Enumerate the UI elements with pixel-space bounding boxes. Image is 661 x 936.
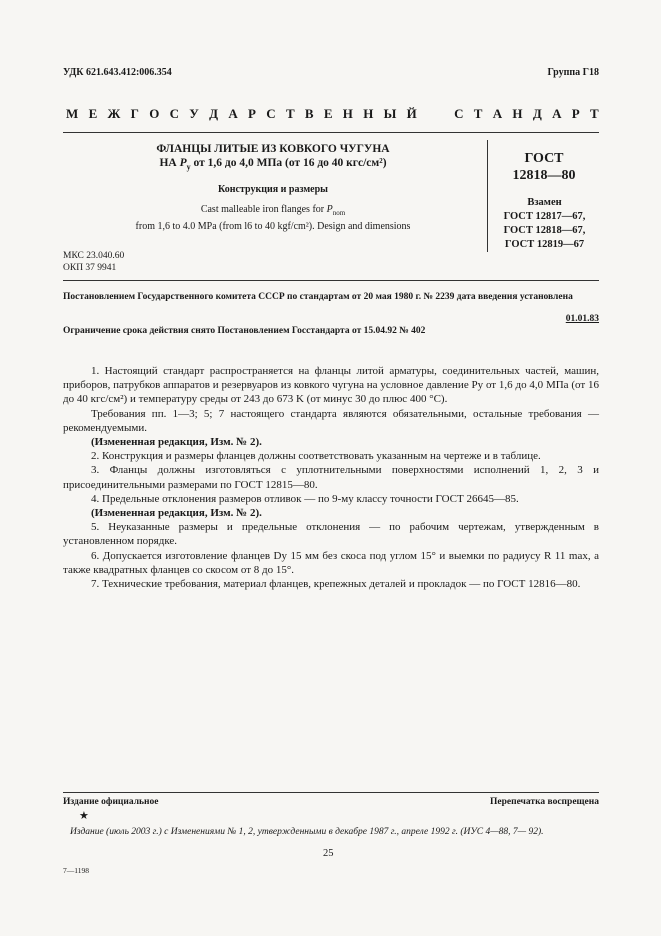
gost-number: 12818—80	[512, 168, 576, 183]
banner-letter: С	[169, 106, 180, 121]
title-line-1: ФЛАНЦЫ ЛИТЫЕ ИЗ КОВКОГО ЧУГУНА	[156, 143, 390, 155]
banner-letter: Т	[285, 106, 295, 121]
banner-letter: О	[149, 106, 160, 121]
body-paragraph: (Измененная редакция, Изм. № 2).	[91, 436, 262, 449]
top-rule	[63, 132, 599, 133]
banner-letter: Н	[342, 106, 353, 121]
banner-letter: Т	[589, 106, 599, 121]
interstate-standard-banner	[66, 106, 599, 122]
replaces-label: Взамен	[527, 197, 562, 208]
vertical-divider	[487, 140, 488, 252]
banner-letter: Н	[512, 106, 523, 121]
replaced-standard: ГОСТ 12818—67,	[503, 225, 586, 236]
body-paragraph: 5. Неуказанные размеры и предельные отклонения — по рабочим чертежам, утвержденным в установленном порядке.	[63, 521, 599, 548]
mks-code: МКС 23.040.60	[63, 251, 125, 261]
english-title: Cast malleable iron flanges for $P_{nom}$ from 1,6 to 4.0 MPa (from l6 to 40 kgf/cm²). Design and dimensions	[135, 204, 411, 233]
banner-letter: А	[552, 106, 562, 121]
okp-code: ОКП 37 9941	[63, 263, 117, 273]
title-block	[63, 142, 483, 233]
banner-letter: Е	[323, 106, 333, 121]
edition-note: Издание (июль 2003 г.) с Изменениями № 1, 2, утвержденными в декабре 1987 г., апреле 1992 г. (ИУС 4—88, 7— 92).	[70, 827, 544, 837]
official-edition: Издание официальное	[63, 797, 159, 807]
banner-letter: Г	[130, 106, 139, 121]
star-icon: ★	[79, 810, 89, 822]
banner-letter: Н	[363, 106, 374, 121]
banner-letter: В	[304, 106, 314, 121]
replaces-block	[492, 196, 597, 252]
body-paragraph: Требования пп. 1—3; 5; 7 настоящего стандарта являются обязательными, остальные требования — рекомендуемыми.	[63, 407, 599, 434]
banner-letter: А	[492, 106, 503, 121]
footer-rule	[63, 792, 599, 793]
banner-letter: Р	[571, 106, 580, 121]
page-number: 25	[323, 848, 334, 859]
body-paragraph: 1. Настоящий стандарт распространяется на фланцы литой арматуры, соединительных частей, машин, приборов, патрубков аппаратов и резервуаров из ковкого чугуна на условное давление Pу от 1,6 до 4,0 МПа (от 16 до 40 кгс/см²) и температуру среды от 243 до 673 K (от минус 30 до плюс 400 °С).	[63, 365, 599, 406]
udk-code: УДК 621.643.412:006.354	[63, 67, 172, 78]
banner-letter: Й	[406, 106, 417, 121]
standard-body	[63, 364, 599, 591]
classification-codes	[63, 250, 124, 274]
group-code: Группа Г18	[547, 67, 599, 78]
banner-letter: А	[228, 106, 238, 121]
banner-letter: У	[189, 106, 199, 121]
decree-text: Постановлением Государственного комитета СССР по стандартам от 20 мая 1980 г. № 2239 дата введения установлена	[63, 292, 573, 302]
print-code: 7—1198	[63, 866, 89, 875]
subtitle: Конструкция и размеры	[218, 184, 328, 196]
body-paragraph: (Измененная редакция, Изм. № 2).	[91, 507, 262, 520]
replaced-standard: ГОСТ 12817—67,	[503, 211, 586, 222]
banner-letter	[441, 106, 444, 122]
body-paragraph: 7. Технические требования, материал фланцев, крепежных деталей и прокладок — по ГОСТ 12816—80.	[91, 578, 581, 591]
body-paragraph: 2. Конструкция и размеры фланцев должны соответствовать указанным на чертеже и в таблице.	[91, 450, 541, 463]
gost-label: ГОСТ	[524, 151, 564, 166]
banner-letter	[427, 106, 430, 122]
banner-letter: Т	[473, 106, 483, 121]
banner-letter: М	[66, 106, 79, 121]
body-paragraph: 4. Предельные отклонения размеров отливок — по 9-му классу точности ГОСТ 26645—85.	[91, 492, 519, 505]
middle-rule	[63, 280, 599, 281]
banner-letter: С	[454, 106, 464, 121]
banner-letter: Д	[532, 106, 542, 121]
limit-removed-text: Ограничение срока действия снято Постановлением Госстандарта от 15.04.92 № 402	[63, 326, 426, 336]
body-paragraph: 3. Фланцы должны изготовляться с уплотнительными поверхностями исполнений 1, 2, 3 и присоединительными размерами по ГОСТ 12815—80.	[63, 464, 599, 491]
banner-letter: Д	[209, 106, 219, 121]
replaced-standard: ГОСТ 12819—67	[504, 239, 585, 250]
body-paragraph: 6. Допускается изготовление фланцев Dу 15 мм без скоса под углом 15° и выемки по радиусу R 11 max, а также квадратных фланцев со скосом от 8 до 15°.	[63, 549, 599, 576]
banner-letter: Р	[248, 106, 256, 121]
effective-date: 01.01.83	[565, 314, 599, 324]
gost-number-block	[490, 150, 598, 184]
banner-letter: С	[266, 106, 276, 121]
banner-letter: Ж	[107, 106, 121, 121]
banner-letter: Ы	[383, 106, 397, 121]
reprint-prohibited: Перепечатка воспрещена	[489, 797, 599, 807]
banner-letter: Е	[88, 106, 98, 121]
title-line-2: НА $P_у$ от 1,6 до 4,0 МПа (от 16 до 40 кгс/см²)	[159, 157, 387, 172]
